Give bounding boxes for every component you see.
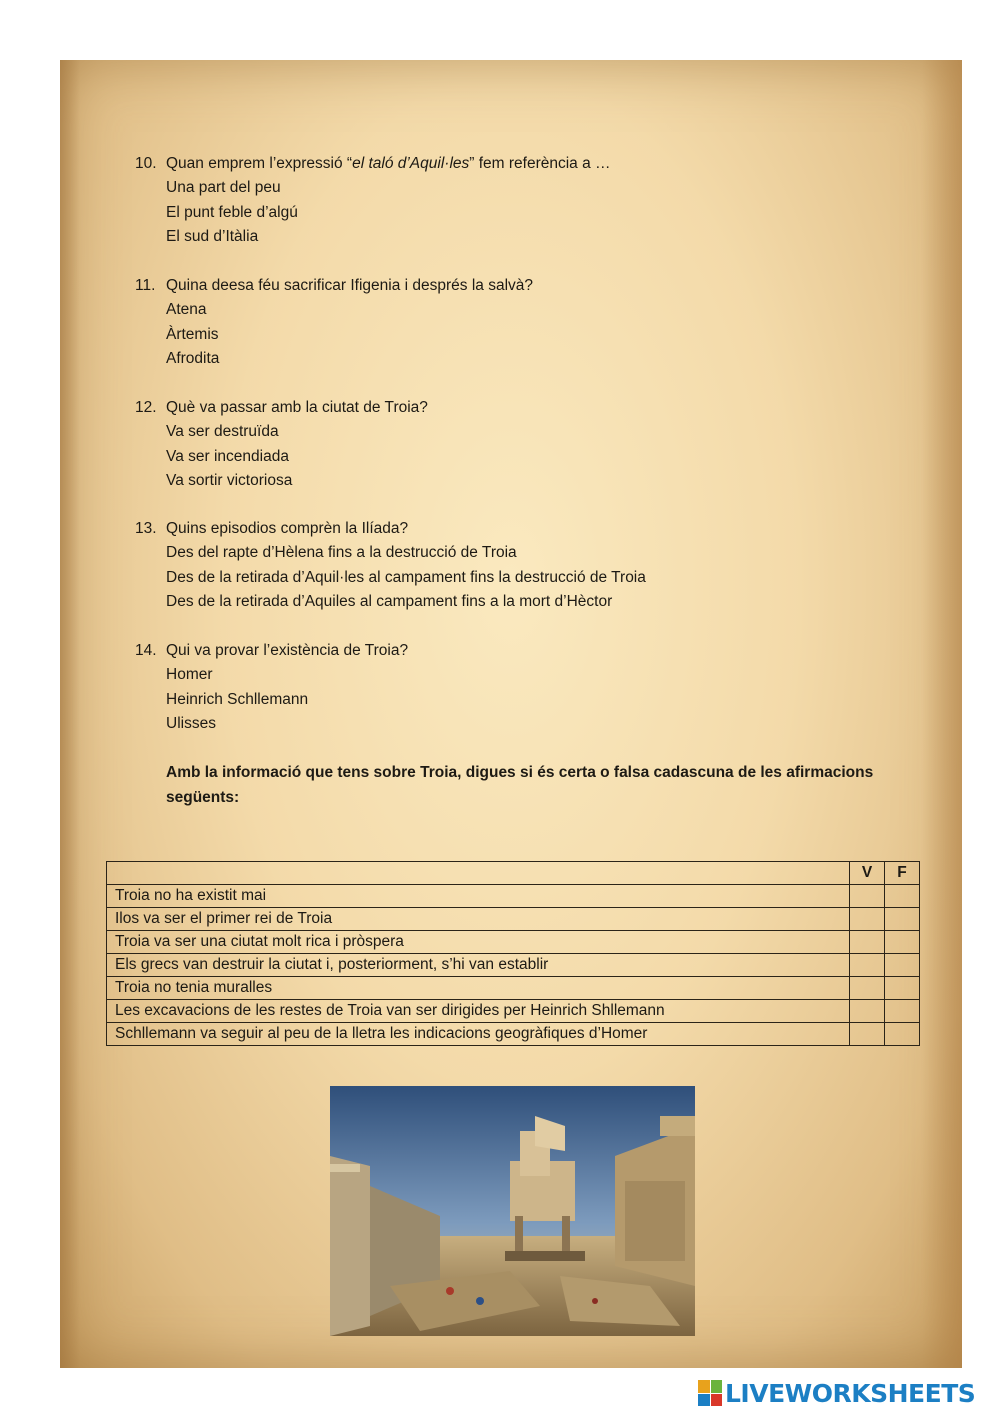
answer-option[interactable]: Ulisses — [166, 714, 216, 732]
answer-option[interactable]: El punt feble d’algú — [166, 203, 298, 221]
answer-option[interactable]: Àrtemis — [166, 325, 219, 343]
statement-cell: Troia no ha existit mai — [107, 885, 850, 908]
true-false-instruction: Amb la informació que tens sobre Troia, digues si és certa o falsa cadascuna de les afirmacions següents: — [166, 764, 874, 806]
statement-header — [107, 862, 850, 885]
brand-text: LIVEWORKSHEETS — [725, 1378, 976, 1408]
question-text: Quan emprem l’expressió “el taló d’Aquil·les” fem referència a … — [166, 155, 611, 172]
answer-option[interactable]: Va ser incendiada — [166, 447, 289, 465]
true-answer-cell[interactable] — [850, 977, 885, 1000]
question-text: Què va passar amb la ciutat de Troia? — [166, 399, 428, 416]
liveworksheets-logo — [698, 1378, 975, 1408]
false-answer-cell[interactable] — [885, 954, 920, 977]
statement-cell: Ilos va ser el primer rei de Troia — [107, 908, 850, 931]
logo-icon — [698, 1380, 722, 1406]
false-header: F — [885, 862, 920, 885]
question-13 — [135, 517, 646, 614]
statement-cell: Troia no tenia muralles — [107, 977, 850, 1000]
question-11 — [135, 274, 533, 371]
question-12 — [135, 396, 428, 493]
statement-cell: Les excavacions de les restes de Troia van ser dirigides per Heinrich Shllemann — [107, 1000, 850, 1023]
false-answer-cell[interactable] — [885, 977, 920, 1000]
true-answer-cell[interactable] — [850, 1023, 885, 1046]
answer-option[interactable]: Des de la retirada d’Aquil·les al campament fins la destrucció de Troia — [166, 568, 646, 586]
table-row — [107, 954, 920, 977]
false-answer-cell[interactable] — [885, 908, 920, 931]
table-row — [107, 1023, 920, 1046]
answer-option[interactable]: El sud d’Itàlia — [166, 227, 259, 245]
answer-option[interactable]: Una part del peu — [166, 179, 281, 197]
answer-option[interactable]: Atena — [166, 301, 207, 319]
statement-cell: Els grecs van destruir la ciutat i, posteriorment, s’hi van establir — [107, 954, 850, 977]
answer-option[interactable]: Des de la retirada d’Aquiles al campament fins a la mort d’Hèctor — [166, 592, 613, 610]
question-number: 11. — [135, 277, 156, 294]
table-row — [107, 931, 920, 954]
true-answer-cell[interactable] — [850, 1000, 885, 1023]
answer-option[interactable]: Afrodita — [166, 349, 220, 367]
answer-option[interactable]: Heinrich Schllemann — [166, 690, 309, 708]
answer-option[interactable]: Homer — [166, 666, 213, 684]
false-answer-cell[interactable] — [885, 931, 920, 954]
answer-option[interactable]: Va sortir victoriosa — [166, 471, 293, 489]
true-header: V — [850, 862, 885, 885]
true-answer-cell[interactable] — [850, 885, 885, 908]
trojan-horse-illustration — [330, 1086, 695, 1336]
false-answer-cell[interactable] — [885, 885, 920, 908]
table-header-row — [107, 862, 920, 885]
false-answer-cell[interactable] — [885, 1023, 920, 1046]
question-text: Quina deesa féu sacrificar Ifigenia i després la salvà? — [166, 277, 534, 294]
question-text: Qui va provar l’existència de Troia? — [166, 642, 409, 659]
true-answer-cell[interactable] — [850, 908, 885, 931]
true-answer-cell[interactable] — [850, 931, 885, 954]
false-answer-cell[interactable] — [885, 1000, 920, 1023]
table-row — [107, 885, 920, 908]
table-row — [107, 977, 920, 1000]
question-number: 12. — [135, 399, 157, 416]
true-answer-cell[interactable] — [850, 954, 885, 977]
question-number: 13. — [135, 520, 157, 537]
answer-option[interactable]: Va ser destruïda — [166, 423, 279, 441]
table-row — [107, 908, 920, 931]
table-row — [107, 1000, 920, 1023]
question-number: 14. — [135, 642, 157, 659]
question-14 — [135, 639, 408, 736]
question-number: 10. — [135, 155, 157, 172]
answer-option[interactable]: Des del rapte d’Hèlena fins a la destrucció de Troia — [166, 544, 517, 562]
statement-cell: Troia va ser una ciutat molt rica i pròspera — [107, 931, 850, 954]
question-10 — [135, 152, 611, 249]
question-text: Quins episodios comprèn la Ilíada? — [166, 520, 409, 537]
true-false-table — [106, 861, 920, 1046]
statement-cell: Schllemann va seguir al peu de la lletra les indicacions geogràfiques d’Homer — [107, 1023, 850, 1046]
